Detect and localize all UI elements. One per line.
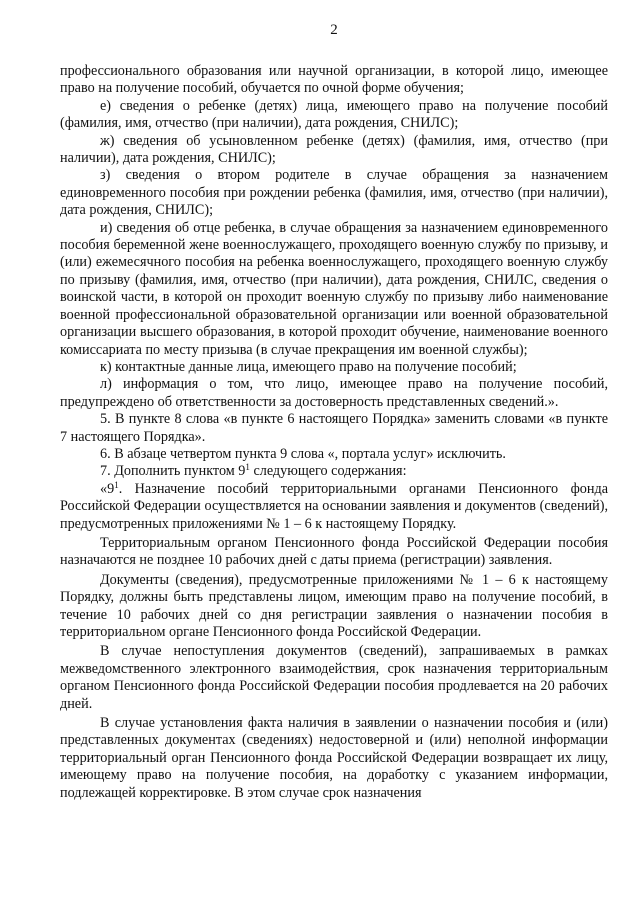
amendment-7-text: 7. Дополнить пунктом 9	[100, 463, 246, 480]
paragraph-amendment-7	[60, 463, 608, 480]
paragraph-item-zh: ж) сведения об усыновленном ребенке (детях) (фамилия, имя, отчество (при наличии), дата рождения, СНИЛС);	[60, 132, 608, 167]
paragraph-return: В случае установления факта наличия в заявлении о назначении пособия и (или) представленных документах (сведениях) недостоверной и (или) неполной информации территориальный орган Пенсионного фонда Российской Федерации возвращает их лицу, имеющему право на получение пособия, на доработку с указанием информации, подлежащей корректировке. В этом случае срок назначения	[60, 715, 608, 801]
paragraph-item-z: з) сведения о втором родителе в случае обращения за назначением единовременного пособия при рождении ребенка (фамилия, имя, отчество (при наличии), дата рождения, СНИЛС);	[60, 167, 608, 219]
paragraph-documents: Документы (сведения), предусмотренные приложениями № 1 – 6 к настоящему Порядку, должны быть представлены лицом, имеющим право на получение пособий, в течение 10 рабочих дней со дня регистрации заявления о назначении пособия в территориальном органе Пенсионного фонда Российской Федерации.	[60, 571, 608, 640]
paragraph-item-k: к) контактные данные лица, имеющего право на получение пособий;	[100, 358, 517, 375]
paragraph-item-e: е) сведения о ребенке (детях) лица, имеющего право на получение пособий (фамилия, имя, отчество (при наличии), дата рождения, СНИЛС);	[60, 97, 608, 132]
paragraph-amendment-6: 6. В абзаце четвертом пункта 9 слова «, портала услуг» исключить.	[100, 445, 506, 462]
point-9-1-text: . Назначение пособий территориальными органами Пенсионного фонда Российской Федерации осуществляется на основании заявления и документов (сведений), предусмотренных приложениями № 1 – 6 к настоящему Порядку.	[60, 480, 608, 532]
paragraph-deadline: Территориальным органом Пенсионного фонда Российской Федерации пособия назначаются не позднее 10 рабочих дней с даты приема (регистрации) заявления.	[60, 534, 608, 569]
document-body	[60, 63, 608, 802]
document-page	[60, 0, 608, 905]
paragraph-extension: В случае непоступления документов (сведений), запрашиваемых в рамках межведомственного электронного взаимодействия, срок назначения территориальным органом Пенсионного фонда Российской Федерации пособия продлевается на 20 рабочих дней.	[60, 643, 608, 712]
amendment-7-text-end: следующего содержания:	[249, 463, 407, 480]
page-number: 2	[330, 22, 338, 38]
paragraph-item-i: и) сведения об отце ребенка, в случае обращения за назначением единовременного пособия беременной жене военнослужащего, проходящего военную службу по призыву, и (или) ежемесячного пособия на ребенка военнослужащего, проходящего военную службу по призыву (фамилия, имя, отчество (при наличии), дата рождения, СНИЛС, сведения о воинской части, в которой он проходит военную службу по призыву либо наименование военной профессиональной образовательной организации или военной образовательной организации высшего образования, в которой проходит обучение, наименование военного комиссариата по месту призыва (в случае прекращения им военной службы);	[60, 219, 608, 358]
point-9-1-start: «9	[100, 480, 115, 497]
paragraph-point-9-1	[60, 481, 608, 533]
superscript: 1	[245, 462, 250, 473]
paragraph-continuation: профессионального образования или научной организации, в которой лицо, имеющее право на получение пособий, обучается по очной форме обучения;	[60, 63, 608, 97]
paragraph-item-l: л) информация о том, что лицо, имеющее право на получение пособий, предупреждено об ответственности за достоверность представленных сведений.».	[60, 376, 608, 410]
superscript: 1	[114, 479, 119, 490]
paragraph-amendment-5: 5. В пункте 8 слова «в пункте 6 настоящего Порядка» заменить словами «в пункте 7 настоящего Порядка».	[60, 411, 608, 445]
